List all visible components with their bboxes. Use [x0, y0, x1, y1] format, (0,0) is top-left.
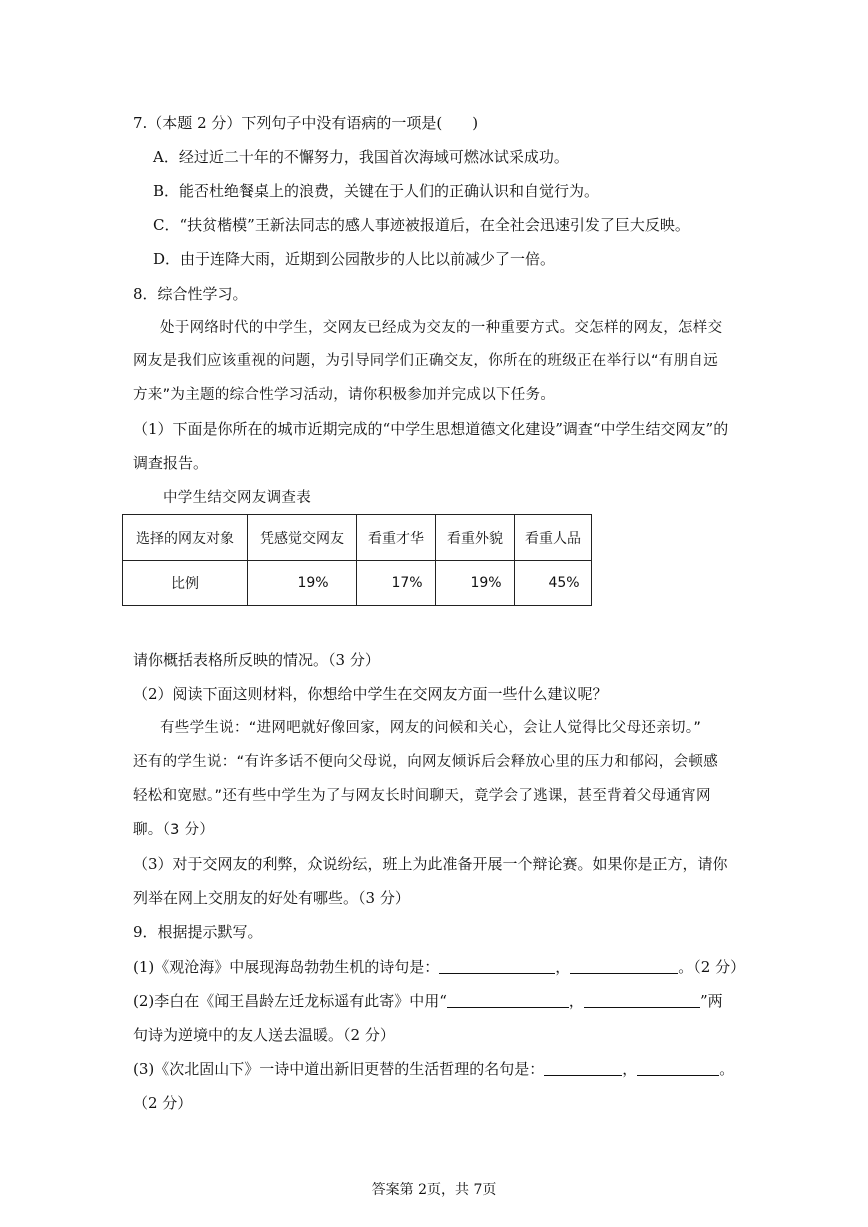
table-cell-value: 45% — [548, 575, 580, 591]
table-header-cell: 看重人品 — [515, 515, 592, 561]
table-cell-value: 17% — [391, 575, 423, 591]
q9-item-2-end: ”两 — [699, 992, 723, 1010]
q8-material-line-3: 轻松和宽慰。”还有些中学生为了与网友长时间聊天，竟学会了逃课，甚至背着父母通宵网 — [133, 788, 711, 804]
survey-table-title: 中学生结交网友调查表 — [163, 490, 311, 506]
answer-blank[interactable] — [637, 1059, 719, 1076]
survey-table — [122, 514, 592, 606]
q8-material-line-1: 有些学生说：“进网吧就好像回家，网友的问候和关心，会让人觉得比父母还亲切。” — [160, 720, 702, 736]
table-row-label: 比例 — [123, 561, 248, 606]
table-cell — [515, 561, 592, 606]
q9-item-1-end: 。（2 分） — [678, 958, 746, 976]
table-header-cell: 凭感觉交网友 — [248, 515, 357, 561]
q8-intro-line-3: 方来”为主题的综合性学习活动，请你积极参加并完成以下任务。 — [133, 387, 556, 403]
q8-sub1-line-2: 调查报告。 — [133, 454, 209, 472]
q7-option-a: A．经过近二十年的不懈努力，我国首次海域可燃冰试采成功。 — [153, 148, 569, 166]
q9-item-2 — [133, 991, 723, 1011]
page-footer: 答案第 2页，共 7页 — [371, 1182, 497, 1198]
q9-item-3-text: (3)《次北固山下》一诗中道出新旧更替的生活哲理的名句是： — [133, 1060, 545, 1078]
table-header-cell: 选择的网友对象 — [123, 515, 248, 561]
q7-stem: 7.（本题 2 分）下列句子中没有语病的一项是( ) — [133, 114, 479, 132]
q8-material-line-4: 聊。（3 分） — [133, 822, 215, 838]
table-cell-value: 19% — [470, 575, 502, 591]
q7-option-b: B．能否杜绝餐桌上的浪费，关键在于人们的正确认识和自觉行为。 — [153, 182, 600, 200]
q8-sub2: （2）阅读下面这则材料，你想给中学生在交网友方面一些什么建议呢？ — [133, 685, 608, 703]
q9-item-2-separator: ， — [568, 992, 584, 1010]
q7-option-d: D．由于连降大雨，近期到公园散步的人比以前减少了一倍。 — [153, 250, 556, 268]
table-cell — [357, 561, 436, 606]
answer-blank[interactable] — [439, 957, 555, 974]
q8-sub1-task: 请你概括表格所反映的情况。（3 分） — [133, 651, 380, 669]
q9-item-1-separator: ， — [555, 958, 571, 976]
q8-intro-line-2: 网友是我们应该重视的问题，为引导同学们正确交友，你所在的班级正在举行以“有朋自远 — [133, 353, 719, 369]
q9-item-3 — [133, 1059, 734, 1079]
table-header-cell: 看重才华 — [357, 515, 436, 561]
q9-item-3-separator: ， — [622, 1060, 638, 1078]
q9-item-2-text: (2)李白在《闻王昌龄左迁龙标遥有此寄》中用“ — [133, 992, 447, 1010]
answer-blank[interactable] — [584, 991, 700, 1008]
answer-blank[interactable] — [447, 991, 569, 1008]
answer-blank[interactable] — [570, 957, 678, 974]
q9-item-3-end: 。 — [719, 1060, 735, 1078]
table-header-row — [123, 515, 592, 561]
q9-item-1 — [133, 957, 745, 977]
q8-sub3-line-2: 列举在网上交朋友的好处有哪些。（3 分） — [133, 889, 410, 907]
table-cell-value: 19% — [297, 575, 329, 591]
q8-sub3-line-1: （3）对于交网友的利弊，众说纷纭，班上为此准备开展一个辩论赛。如果你是正方，请你 — [133, 855, 728, 873]
q9-item-3-line-2: （2 分） — [133, 1094, 193, 1112]
q8-material-line-2: 还有的学生说：“有许多话不便向父母说，向网友倾诉后会释放心里的压力和郁闷，会顿感 — [133, 754, 719, 770]
q8-stem: 8．综合性学习。 — [133, 285, 248, 303]
q9-item-2-line-2: 句诗为逆境中的友人送去温暖。（2 分） — [133, 1026, 395, 1044]
answer-blank[interactable] — [544, 1059, 622, 1076]
q7-option-c: C．“扶贫楷模”王新法同志的感人事迹被报道后，在全社会迅速引发了巨大反映。 — [153, 216, 690, 234]
q9-item-1-text: (1)《观沧海》中展现海岛勃勃生机的诗句是： — [133, 958, 440, 976]
table-cell — [436, 561, 515, 606]
q8-intro-line-1: 处于网络时代的中学生，交网友已经成为交友的一种重要方式。交怎样的网友，怎样交 — [160, 320, 723, 336]
table-row — [123, 561, 592, 606]
table-header-cell: 看重外貌 — [436, 515, 515, 561]
q9-stem: 9．根据提示默写。 — [133, 923, 263, 941]
q8-sub1-line-1: （1）下面是你所在的城市近期完成的“中学生思想道德文化建设”调查“中学生结交网友”的 — [133, 420, 729, 438]
table-cell — [248, 561, 357, 606]
